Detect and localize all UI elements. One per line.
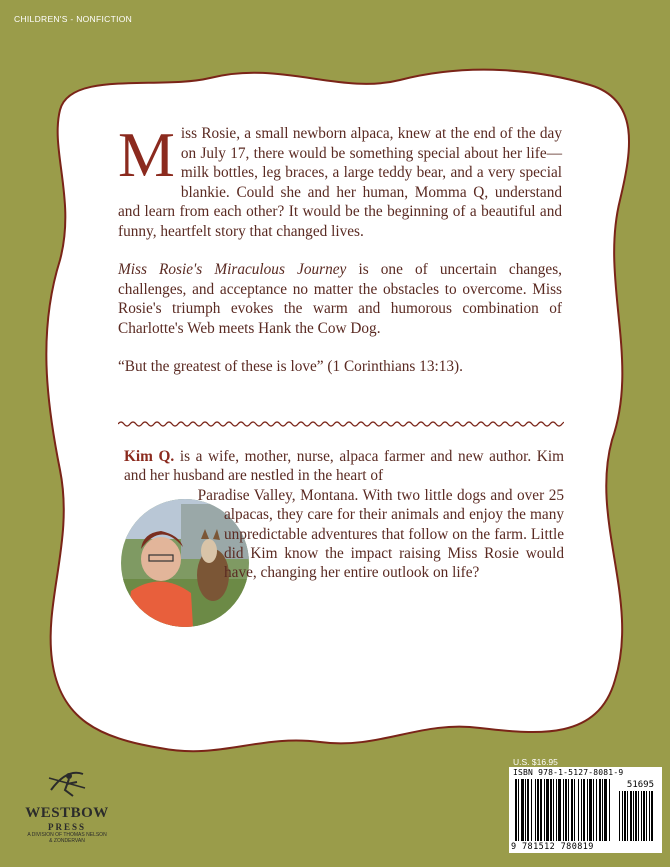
barcode-bar bbox=[558, 779, 561, 841]
book-title: Miss Rosie's Miraculous Journey bbox=[118, 261, 347, 278]
barcode-bar bbox=[596, 779, 597, 841]
barcode-number: 9 781512 780819 bbox=[511, 842, 594, 852]
barcode-bar bbox=[568, 779, 569, 841]
barcode-bar bbox=[525, 779, 526, 841]
barcode-bars bbox=[509, 767, 662, 853]
barcode-bar bbox=[602, 779, 603, 841]
barcode-bar bbox=[619, 791, 620, 841]
barcode-bar bbox=[589, 779, 592, 841]
barcode-bar bbox=[527, 779, 529, 841]
barcode-bar bbox=[546, 779, 549, 841]
barcode-bar bbox=[599, 779, 601, 841]
publisher-division-2: & ZONDERVAN bbox=[49, 838, 85, 844]
author-bio-rest: Paradise Valley, Montana. With two little dogs and over 25 alpacas, they care for their animals and enjoy the many unpredictable adventures that follow on the farm. Little did Kim know the impact raising Miss Rosie would have, changing her entire outlook on life? bbox=[197, 486, 564, 582]
publisher-logo bbox=[12, 768, 122, 844]
barcode-bar bbox=[556, 779, 557, 841]
barcode-bar bbox=[630, 791, 632, 841]
barcode-bar bbox=[571, 779, 573, 841]
barcode-bar bbox=[651, 791, 653, 841]
barcode-bar bbox=[531, 779, 532, 841]
barcode-bar bbox=[544, 779, 545, 841]
blurb-paragraph-2: Miss Rosie's Miraculous Journey is one of uncertain changes, challenges, and acceptance no matter the obstacles to overcome. Miss Rosie's triumph evokes the warm and humorous combination of Charlotte's Web meets Hank the Cow Dog. bbox=[118, 261, 562, 337]
photo-spacer bbox=[124, 486, 218, 656]
barcode-bar bbox=[638, 791, 639, 841]
barcode-bar bbox=[550, 779, 552, 841]
barcode-bar bbox=[587, 779, 588, 841]
bible-quote: “But the greatest of these is love” (1 Corinthians 13:13). bbox=[118, 358, 463, 375]
barcode-bar bbox=[635, 791, 637, 841]
barcode bbox=[509, 767, 662, 853]
barcode-bar bbox=[641, 791, 642, 841]
barcode-bar bbox=[521, 779, 524, 841]
barcode-bar bbox=[593, 779, 594, 841]
barcode-bar bbox=[540, 779, 542, 841]
barcode-bar bbox=[515, 779, 517, 841]
barcode-bar bbox=[578, 779, 579, 841]
price-code: 51695 bbox=[626, 780, 654, 790]
barcode-bar bbox=[643, 791, 645, 841]
barcode-bar bbox=[535, 779, 536, 841]
barcode-bar bbox=[563, 779, 564, 841]
barcode-bar bbox=[622, 791, 623, 841]
barcode-bar bbox=[518, 779, 519, 841]
barcode-bar bbox=[609, 779, 610, 841]
author-bio: Kim Q. is a wife, mother, nurse, alpaca farmer and new author. Kim and her husband are nestled in the heart of Paradise Valley, Montana. With two little dogs and over 25 alpacas, they care for their animals and enjoy the many unpredictable adventures that follow on the farm. Little did Kim know the impact raising Miss Rosie would have, changing her entire outlook on life? bbox=[124, 447, 564, 656]
publisher-division-1: A DIVISION OF THOMAS NELSON bbox=[27, 832, 107, 838]
price: U.S. $16.95 bbox=[513, 757, 558, 767]
barcode-bar bbox=[553, 779, 554, 841]
barcode-bar bbox=[604, 779, 607, 841]
publisher-press: PRESS bbox=[47, 822, 86, 832]
barcode-bar bbox=[649, 791, 650, 841]
barcode-bar bbox=[583, 779, 585, 841]
wavy-divider bbox=[118, 419, 564, 429]
drop-cap: M bbox=[118, 119, 175, 190]
author-name: Kim Q. bbox=[124, 448, 175, 465]
barcode-bar bbox=[627, 791, 628, 841]
isbn: ISBN 978-1-5127-8081-9 bbox=[513, 768, 624, 777]
barcode-bar bbox=[565, 779, 567, 841]
blurb-paragraph-1: Miss Rosie, a small newborn alpaca, knew at the end of the day on July 17, there would be something special about her life—milk bottles, leg braces, a large teddy bear, and a very special blankie. Could she and her human, Momma Q, understand and learn from each other? It would be the beginning of a beautiful and funny, heartfelt story that changed lives. bbox=[118, 119, 562, 240]
barcode-bar bbox=[624, 791, 626, 841]
category-label: CHILDREN'S - NONFICTION bbox=[14, 14, 133, 24]
barcode-bar bbox=[537, 779, 539, 841]
barcode-bar bbox=[633, 791, 634, 841]
blurb bbox=[118, 119, 562, 377]
publisher-name: WESTBOW bbox=[25, 805, 109, 821]
archer-icon bbox=[43, 768, 91, 798]
barcode-bar bbox=[574, 779, 575, 841]
barcode-bar bbox=[581, 779, 582, 841]
barcode-bar bbox=[646, 791, 647, 841]
